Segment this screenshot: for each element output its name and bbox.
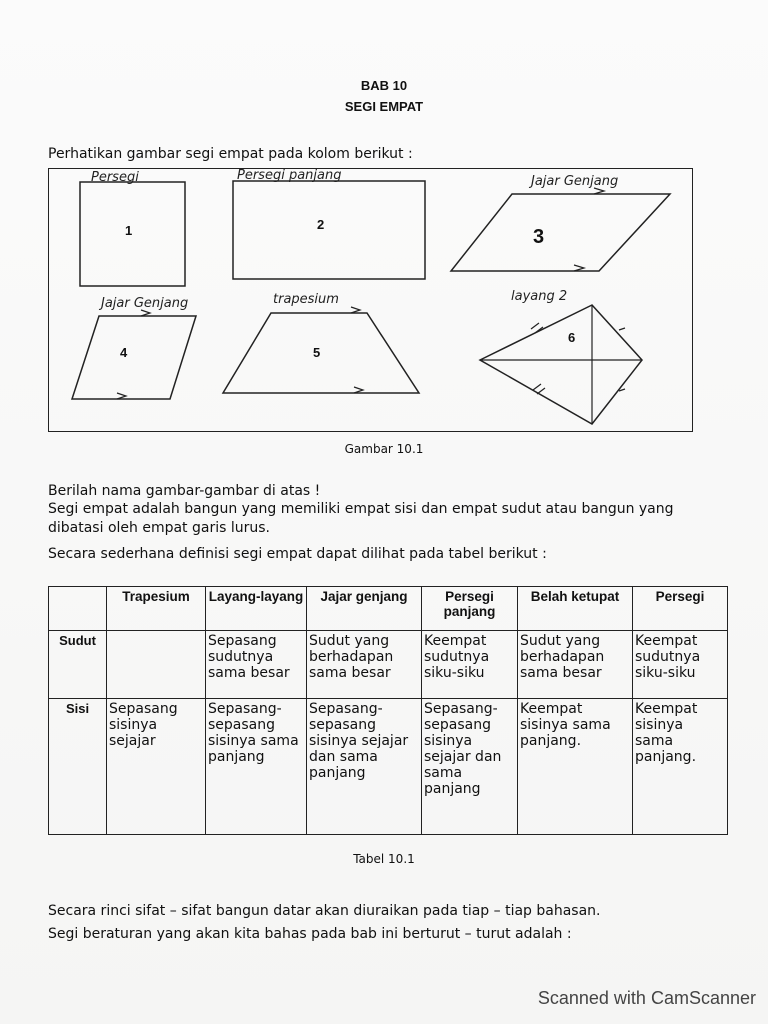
table-cell: Sepasang-sepasang sisinya sama panjang	[206, 699, 307, 835]
intro-text: Perhatikan gambar segi empat pada kolom berikut :	[48, 146, 413, 162]
arrow-marker	[117, 393, 126, 399]
label-persegi: Persegi	[91, 170, 139, 185]
table-header: Trapesium	[107, 587, 206, 631]
table-cell: Sudut yang berhadapan sama besar	[307, 631, 422, 699]
label-persegi-panjang: Persegi panjang	[237, 169, 342, 183]
table-caption: Tabel 10.1	[353, 852, 415, 866]
table-header: Layang-layang	[206, 587, 307, 631]
figure-box	[48, 168, 693, 432]
number-3: 3	[533, 226, 545, 248]
footer-line-2: Segi beraturan yang akan kita bahas pada bab ini berturut – turut adalah :	[48, 926, 572, 942]
table-cell: Keempat sudutnya siku-siku	[422, 631, 518, 699]
table-header	[49, 587, 107, 631]
number-4: 4	[120, 345, 128, 360]
scanner-watermark: Scanned with CamScanner	[537, 988, 756, 1008]
row-label: Sisi	[49, 699, 107, 835]
tick-marks	[533, 384, 545, 394]
label-jajar-genjang-3: Jajar Genjang	[531, 174, 619, 189]
paragraph-definition: Segi empat adalah bangun yang memiliki empat sisi dan empat sudut atau bangun yang dibatasi oleh empat garis lurus.	[48, 501, 674, 536]
table-header: Persegi	[633, 587, 728, 631]
table-row	[49, 631, 728, 699]
parallelogram-shape-3	[451, 194, 670, 271]
label-trapesium: trapesium	[273, 292, 339, 307]
definition-table	[48, 586, 728, 835]
table-cell: Sepasang sisinya sejajar	[107, 699, 206, 835]
shapes-figure	[49, 169, 694, 433]
table-row	[49, 699, 728, 835]
table-header: Persegi panjang	[422, 587, 518, 631]
table-cell: Keempat sudutnya siku-siku	[633, 631, 728, 699]
table-cell: Keempat sisinya sama panjang.	[633, 699, 728, 835]
footer-line-1: Secara rinci sifat – sifat bangun datar akan diuraikan pada tiap – tiap bahasan.	[48, 903, 601, 919]
number-5: 5	[313, 345, 321, 360]
rectangle-shape	[233, 181, 425, 279]
table-cell: Sepasang-sepasang sisinya sejajar dan sama panjang	[307, 699, 422, 835]
arrow-marker	[351, 307, 360, 313]
number-2: 2	[317, 217, 325, 232]
arrow-marker	[354, 387, 363, 393]
trapezoid-shape	[223, 313, 419, 393]
table-cell: Keempat sisinya sama panjang.	[518, 699, 633, 835]
paragraph-table-intro: Secara sederhana definisi segi empat dapat dilihat pada tabel berikut :	[48, 546, 547, 562]
kite-shape	[480, 305, 642, 424]
label-jajar-genjang-4: Jajar Genjang	[101, 296, 189, 311]
row-label: Sudut	[49, 631, 107, 699]
arrow-marker	[574, 265, 584, 271]
square-shape	[80, 182, 185, 286]
chapter-label: BAB 10	[360, 78, 408, 93]
parallelogram-shape-4	[72, 316, 196, 399]
table-header: Belah ketupat	[518, 587, 633, 631]
table-cell: Sepasang sudutnya sama besar	[206, 631, 307, 699]
table-cell: Sepasang-sepasang sisinya sejajar dan sama panjang	[422, 699, 518, 835]
figure-caption: Gambar 10.1	[344, 442, 424, 456]
paragraph-instruction: Berilah nama gambar-gambar di atas !	[48, 483, 321, 499]
label-layang: layang 2	[511, 289, 568, 304]
table-cell: Sudut yang berhadapan sama besar	[518, 631, 633, 699]
number-6: 6	[568, 330, 576, 345]
number-1: 1	[125, 223, 133, 238]
tick-marks	[619, 328, 625, 330]
table-cell	[107, 631, 206, 699]
table-header-row	[49, 587, 728, 631]
page-title: SEGI EMPAT	[344, 99, 424, 114]
table-header: Jajar genjang	[307, 587, 422, 631]
tick-marks	[531, 323, 543, 333]
